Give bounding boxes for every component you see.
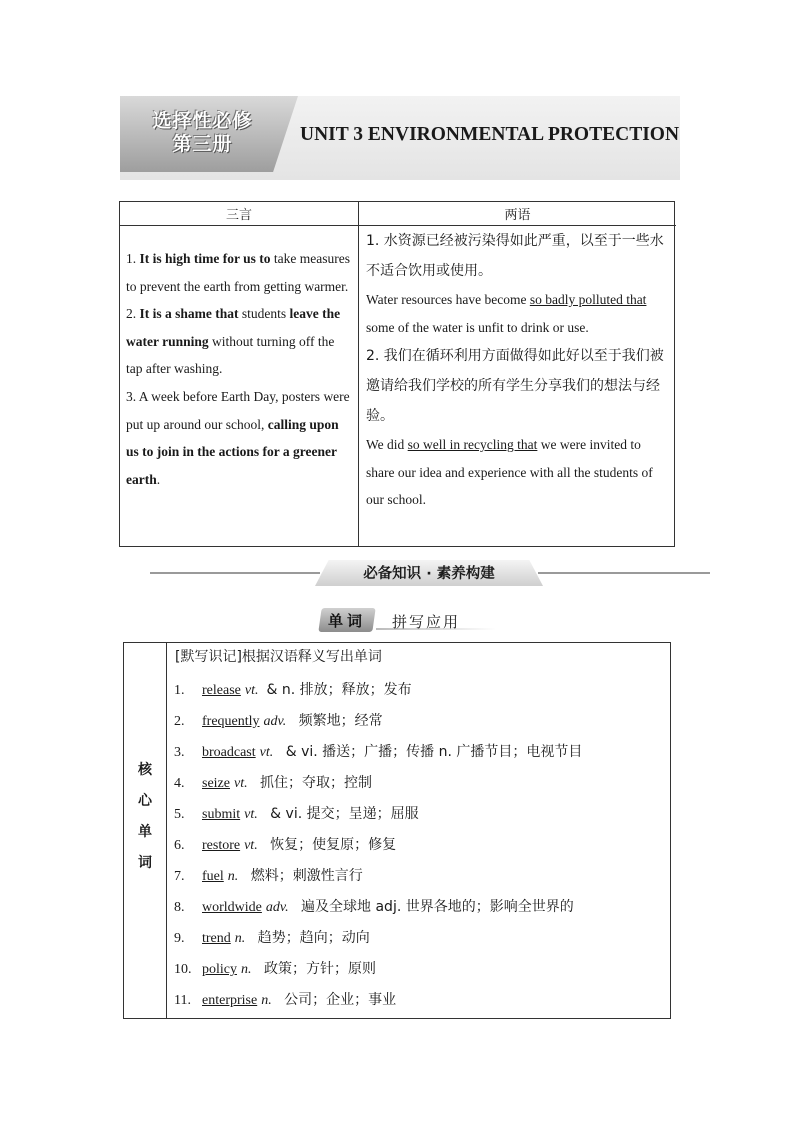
answer-word: release <box>202 683 241 698</box>
core-words-label <box>124 755 166 879</box>
table-divider <box>166 643 167 1018</box>
meaning: 频繁地；经常 <box>294 713 383 729</box>
item-number: 11. <box>174 993 191 1008</box>
part-of-speech: vt. <box>244 683 259 698</box>
part-of-speech: n. <box>241 962 252 977</box>
liangyu-cell <box>366 226 672 514</box>
part-of-speech: adv. <box>263 714 287 729</box>
vocab-item <box>174 890 664 921</box>
subsection-title: 拼写应用 <box>392 613 461 631</box>
sentence-2 <box>126 300 354 383</box>
table-divider <box>358 202 359 546</box>
column-header-sanyan: 三言 <box>225 208 252 223</box>
meaning: 政策；方针；原则 <box>259 961 376 977</box>
answer-word: seize <box>202 776 230 791</box>
underlined-answer: so badly polluted that <box>529 292 647 307</box>
sentence-text: 3. A week before Earth Day, posters were put up around our school, <box>126 388 350 432</box>
meaning: 抓住；夺取；控制 <box>255 775 373 791</box>
part-of-speech: vt. <box>244 807 258 822</box>
item-number: 5. <box>174 807 185 822</box>
meaning: 恢复；使复原；修复 <box>265 837 397 853</box>
item-number: 6. <box>174 838 185 853</box>
sentence-num: 2. <box>126 306 140 322</box>
vocab-item <box>174 828 664 859</box>
sentence-text: some of the water is unfit to drink or use. <box>366 319 589 335</box>
part-of-speech: vt. <box>244 838 258 853</box>
label-char: 核 <box>138 762 152 778</box>
instruction-text: [默写识记]根据汉语释义写出单词 <box>175 649 382 665</box>
vocab-item <box>174 673 664 704</box>
item-number: 10. <box>174 962 192 977</box>
item-number: 4. <box>174 776 185 791</box>
vocab-item <box>174 859 664 890</box>
sentence-text: take measures to prevent the earth from getting warmer. <box>126 251 350 294</box>
meaning: & vi. 播送；广播；传播 n. 广播节目；电视节目 <box>281 744 583 760</box>
sentence-3 <box>126 383 354 493</box>
column-header-liangyu: 两语 <box>504 208 531 223</box>
part-of-speech: n. <box>234 931 246 946</box>
item-number: 3. <box>174 745 185 760</box>
vocab-item <box>174 797 664 828</box>
answer-word: trend <box>202 931 231 946</box>
section-divider <box>150 560 710 588</box>
answer-word: submit <box>202 807 241 822</box>
answer-word: worldwide <box>202 900 262 915</box>
vocab-item <box>174 983 664 1014</box>
item-number: 9. <box>174 931 185 946</box>
sentence-text: without turning off the tap after washing. <box>126 333 335 377</box>
table-header-line <box>120 225 358 226</box>
answer-word: frequently <box>202 714 260 729</box>
meaning: 趋势；趋向；动向 <box>253 930 370 946</box>
vocab-item <box>174 766 664 797</box>
sentence-text: students <box>238 306 290 322</box>
vocabulary-table <box>123 642 671 1019</box>
item-number: 8. <box>174 900 185 915</box>
english-sentence-1 <box>366 286 672 341</box>
item-number: 1. <box>174 683 185 698</box>
key-phrase: leave the water running <box>126 306 341 349</box>
answer-word: fuel <box>202 869 224 884</box>
label-char: 单 <box>138 824 152 840</box>
chinese-sentence-1: 1. 水资源已经被污染得如此严重，以至于一些水不适合饮用或使用。 <box>366 233 664 279</box>
english-sentence-2 <box>366 431 672 514</box>
section-title: 必备知识 · 素养构建 <box>363 566 495 582</box>
answer-word: restore <box>202 838 241 853</box>
meaning: & n. 排放；释放；发布 <box>266 682 412 698</box>
part-of-speech: n. <box>261 993 272 1008</box>
vocab-item <box>174 952 664 983</box>
sentence-num: 1. <box>126 251 140 266</box>
item-number: 7. <box>174 869 185 884</box>
meaning: 燃料；刺激性言行 <box>246 868 363 884</box>
unit-banner <box>120 96 680 180</box>
part-of-speech: vt. <box>259 745 274 760</box>
book-label <box>130 110 275 156</box>
chinese-sentence-2: 2. 我们在循环利用方面做得如此好以至于我们被邀请给我们学校的所有学生分享我们的想法与经验。 <box>366 348 664 425</box>
vocab-list <box>174 673 664 1014</box>
key-phrase: calling upon us to join in the actions for a greener earth <box>126 416 339 487</box>
book-label-line1: 选择性必修 <box>152 110 253 132</box>
subsection-header <box>320 608 500 634</box>
label-char: 词 <box>138 855 152 871</box>
answer-word: policy <box>202 962 237 977</box>
sentence-text: We did <box>366 437 408 453</box>
sentence-1 <box>126 245 354 300</box>
key-phrase: It is high time for us to <box>139 251 271 266</box>
answer-word: broadcast <box>202 745 256 760</box>
answer-word: enterprise <box>202 993 258 1008</box>
sentence-text: Water resources have become <box>366 292 530 307</box>
book-label-line2: 第三册 <box>172 133 233 155</box>
meaning: 公司；企业；事业 <box>279 992 397 1008</box>
vocab-item <box>174 704 664 735</box>
divider-line-right <box>538 572 710 574</box>
part-of-speech: adv. <box>265 900 289 915</box>
meaning: 遍及全球地 adj. 世界各地的；影响全世界的 <box>296 899 574 915</box>
vocab-item <box>174 735 664 766</box>
part-of-speech: n. <box>227 869 239 884</box>
part-of-speech: vt. <box>233 776 248 791</box>
sentence-text: . <box>156 471 161 487</box>
subsection-badge-text: 单词 <box>327 612 366 630</box>
unit-title: UNIT 3 ENVIRONMENTAL PROTECTION <box>300 124 680 145</box>
item-number: 2. <box>174 714 185 729</box>
vocab-item <box>174 921 664 952</box>
label-char: 心 <box>138 793 152 809</box>
underlined-answer: so well in recycling that <box>407 437 538 453</box>
sentence-text: we were invited to share our idea and experience with all the students of our school. <box>366 437 653 508</box>
divider-line-left <box>150 572 320 574</box>
meaning: & vi. 提交；呈递；屈服 <box>265 806 419 822</box>
key-phrase: It is a shame that <box>139 306 239 322</box>
phrases-table <box>119 201 675 547</box>
sanyan-cell <box>126 245 354 493</box>
